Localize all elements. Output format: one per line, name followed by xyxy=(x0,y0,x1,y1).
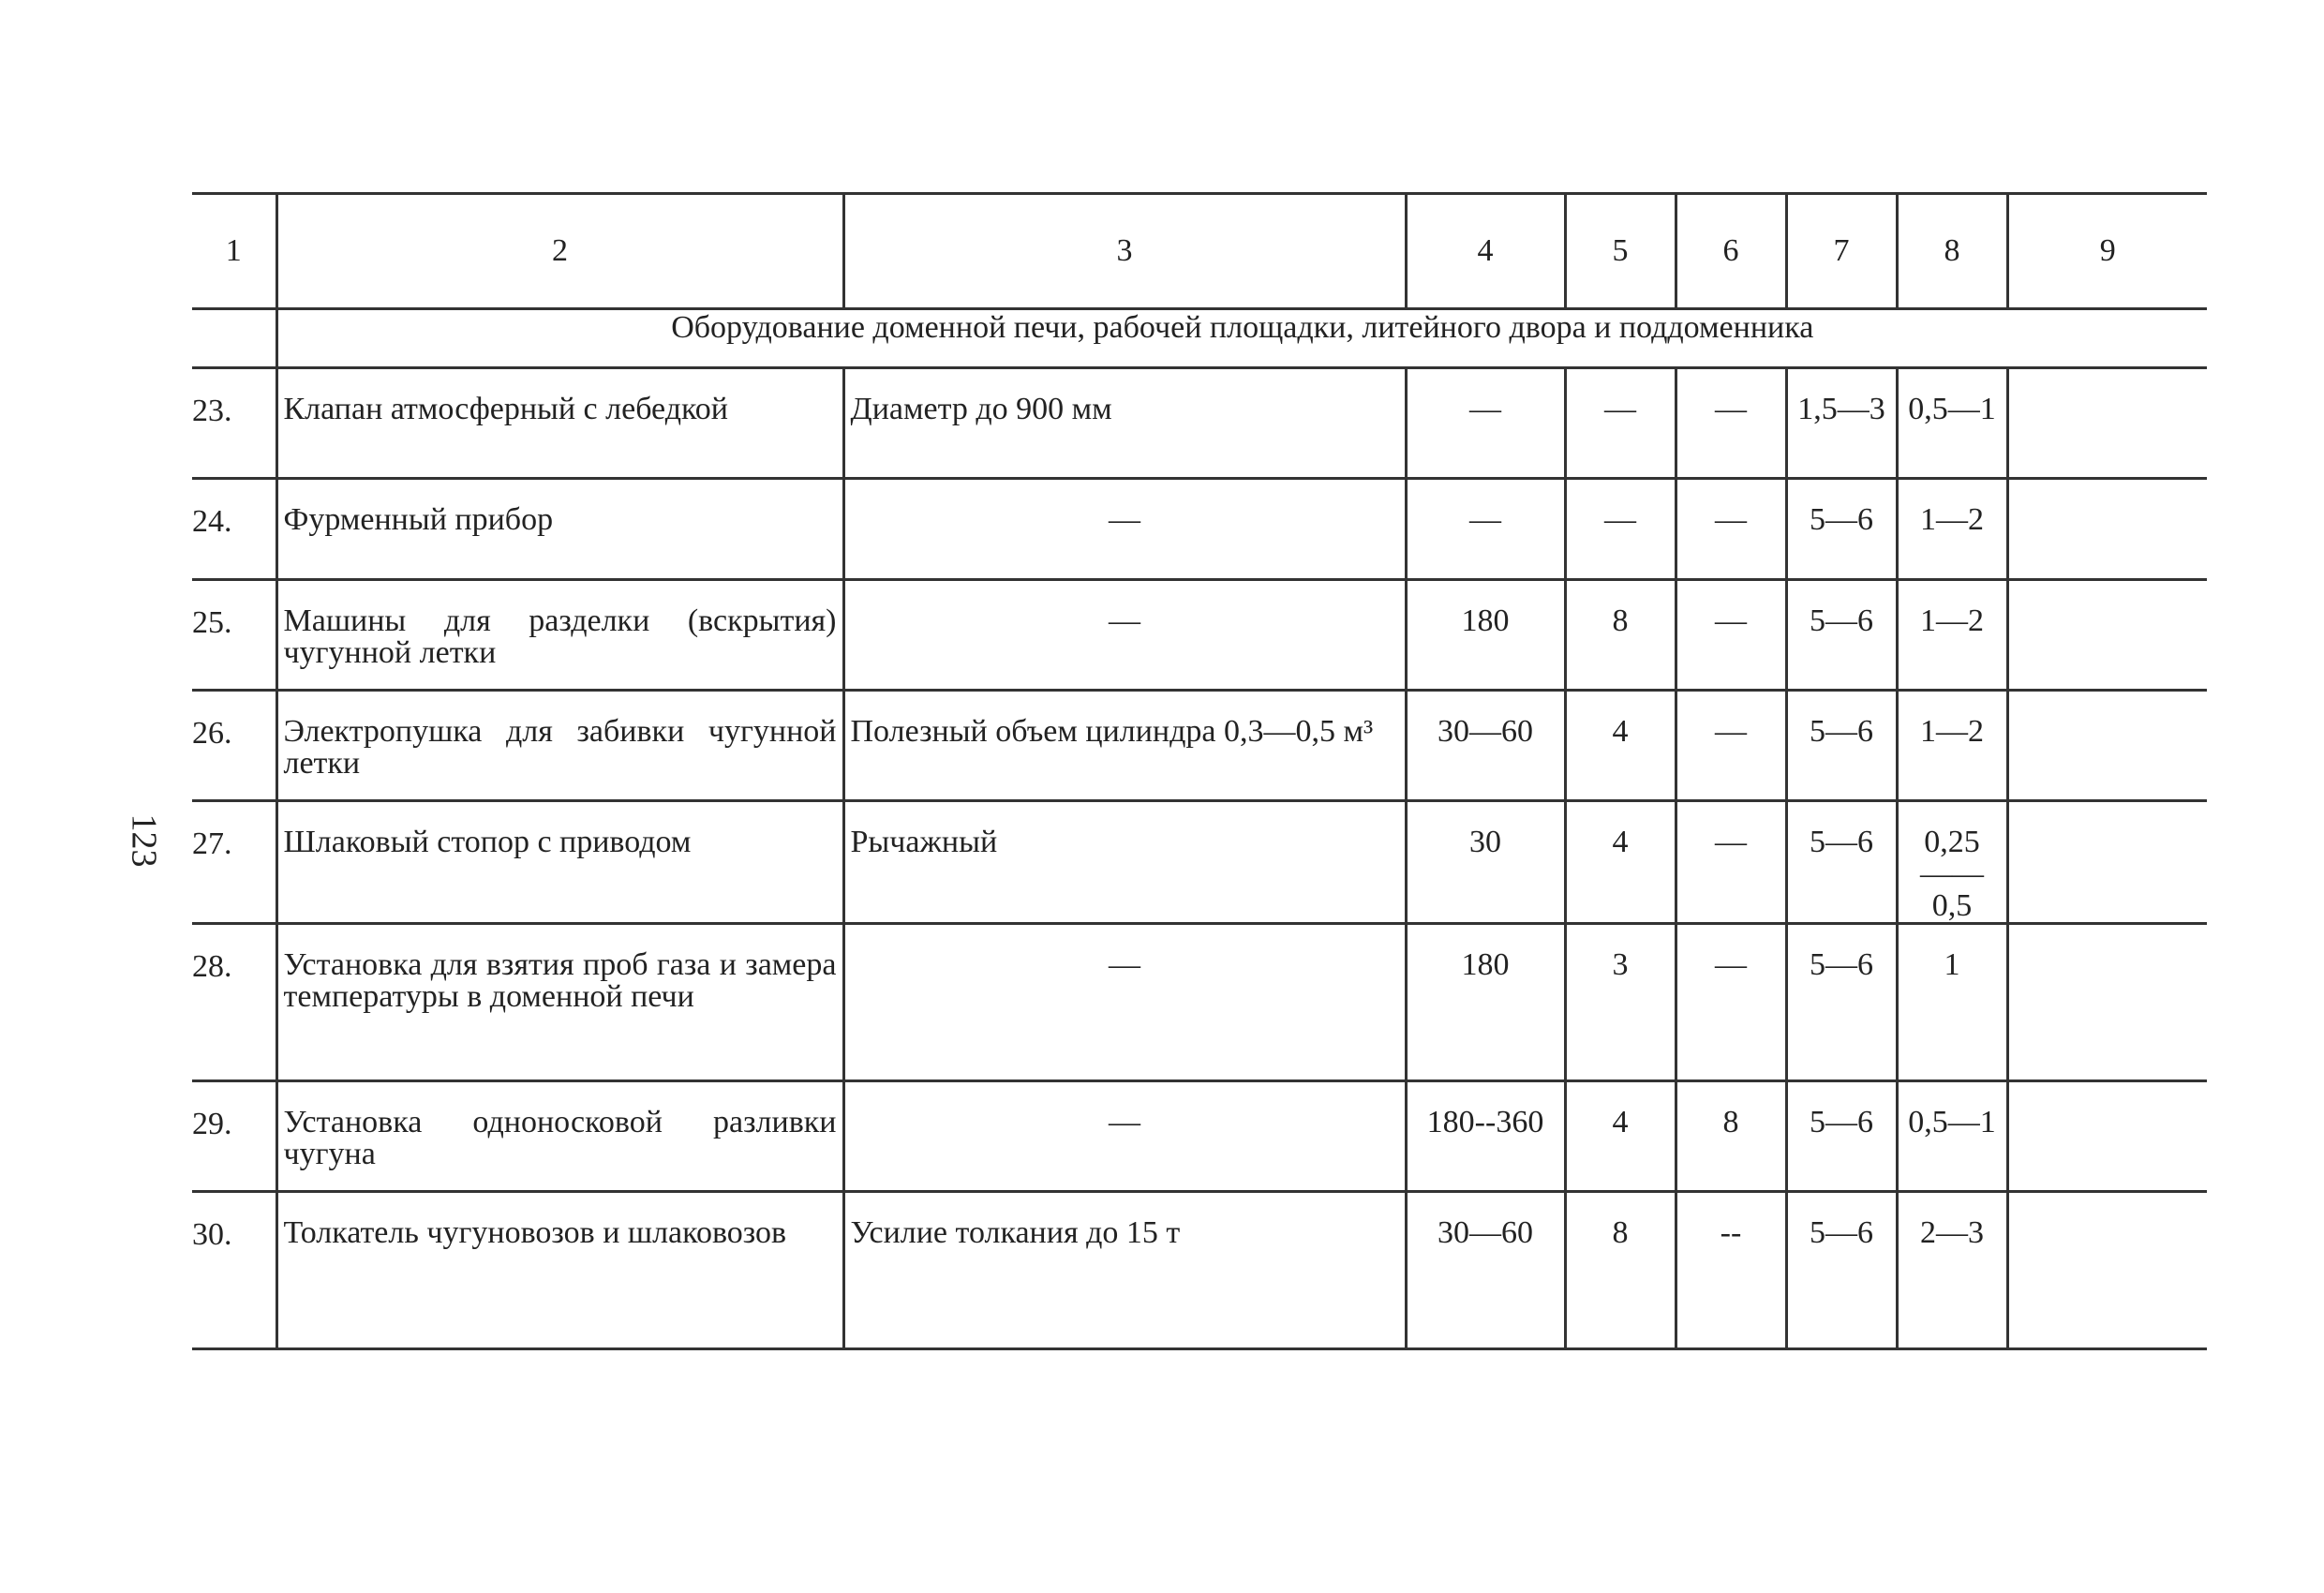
table-row xyxy=(192,479,2207,580)
cell-col4: 30—60 xyxy=(1406,691,1565,801)
cell-col6: — xyxy=(1676,479,1786,580)
equipment-name: Фурменный прибор xyxy=(276,479,843,580)
cell-col6: -- xyxy=(1676,1192,1786,1349)
equipment-spec: — xyxy=(843,924,1406,1081)
cell-col4: 30—60 xyxy=(1406,1192,1565,1349)
cell-col9 xyxy=(2007,1192,2207,1349)
column-header-1: 1 xyxy=(192,194,276,309)
cell-col5: 4 xyxy=(1565,801,1676,924)
cell-col7: 5—6 xyxy=(1786,479,1897,580)
equipment-name: Шлаковый стопор с приводом xyxy=(276,801,843,924)
row-number: 24. xyxy=(192,479,276,580)
cell-col7: 1,5—3 xyxy=(1786,368,1897,479)
table-row xyxy=(192,580,2207,691)
equipment-spec: Усилие толкания до 15 т xyxy=(843,1192,1406,1349)
cell-col7: 5—6 xyxy=(1786,691,1897,801)
row-number: 25. xyxy=(192,580,276,691)
table-row xyxy=(192,1081,2207,1192)
cell-col6: 8 xyxy=(1676,1081,1786,1192)
cell-col8: 0,25——0,5 xyxy=(1897,801,2007,924)
column-header-9: 9 xyxy=(2007,194,2207,309)
column-header-6: 6 xyxy=(1676,194,1786,309)
cell-col8: 2—3 xyxy=(1897,1192,2007,1349)
cell-col6: — xyxy=(1676,691,1786,801)
cell-col9 xyxy=(2007,479,2207,580)
cell-col7: 5—6 xyxy=(1786,1192,1897,1349)
page-number: 123 xyxy=(124,813,164,868)
row-number: 28. xyxy=(192,924,276,1081)
equipment-name: Установка для взятия проб газа и замера температуры в доменной печи xyxy=(276,924,843,1081)
equipment-name: Установка одноносковой разливки чугуна xyxy=(276,1081,843,1192)
cell-col9 xyxy=(2007,1081,2207,1192)
cell-col9 xyxy=(2007,368,2207,479)
table-row xyxy=(192,1192,2207,1349)
cell-col7: 5—6 xyxy=(1786,1081,1897,1192)
column-header-8: 8 xyxy=(1897,194,2007,309)
equipment-spec: Диаметр до 900 мм xyxy=(843,368,1406,479)
cell-col8: 1—2 xyxy=(1897,479,2007,580)
cell-col5: 8 xyxy=(1565,1192,1676,1349)
cell-col9 xyxy=(2007,801,2207,924)
column-header-3: 3 xyxy=(843,194,1406,309)
section-title: Оборудование доменной печи, рабочей площадки, литейного двора и поддоменника xyxy=(276,309,2207,368)
equipment-spec: Рычажный xyxy=(843,801,1406,924)
equipment-name: Электропушка для забивки чугунной летки xyxy=(276,691,843,801)
equipment-spec: — xyxy=(843,1081,1406,1192)
equipment-name: Толкатель чугуновозов и шлаковозов xyxy=(276,1192,843,1349)
row-number: 27. xyxy=(192,801,276,924)
cell-col6: — xyxy=(1676,580,1786,691)
cell-col5: — xyxy=(1565,368,1676,479)
cell-col5: 8 xyxy=(1565,580,1676,691)
row-number: 26. xyxy=(192,691,276,801)
row-number: 30. xyxy=(192,1192,276,1349)
cell-col5: 4 xyxy=(1565,1081,1676,1192)
equipment-spec: — xyxy=(843,479,1406,580)
cell-col7: 5—6 xyxy=(1786,580,1897,691)
table-row xyxy=(192,691,2207,801)
cell-col7: 5—6 xyxy=(1786,924,1897,1081)
row-number: 29. xyxy=(192,1081,276,1192)
cell-col8: 1—2 xyxy=(1897,691,2007,801)
cell-col8: 1 xyxy=(1897,924,2007,1081)
column-header-5: 5 xyxy=(1565,194,1676,309)
cell-col4: — xyxy=(1406,368,1565,479)
cell-col6: — xyxy=(1676,801,1786,924)
cell-col4: 180 xyxy=(1406,924,1565,1081)
equipment-spec: — xyxy=(843,580,1406,691)
cell-col9 xyxy=(2007,924,2207,1081)
cell-col4: 30 xyxy=(1406,801,1565,924)
cell-col9 xyxy=(2007,691,2207,801)
equipment-name: Клапан атмосферный с лебедкой xyxy=(276,368,843,479)
column-header-4: 4 xyxy=(1406,194,1565,309)
cell-col9 xyxy=(2007,580,2207,691)
cell-col8: 0,5—1 xyxy=(1897,368,2007,479)
section-title-row xyxy=(192,309,2207,368)
column-header-2: 2 xyxy=(276,194,843,309)
equipment-spec: Полезный объем цилиндра 0,3—0,5 м³ xyxy=(843,691,1406,801)
cell-col5: 3 xyxy=(1565,924,1676,1081)
cell-col5: — xyxy=(1565,479,1676,580)
table-row xyxy=(192,368,2207,479)
cell-col8: 0,5—1 xyxy=(1897,1081,2007,1192)
cell-col4: — xyxy=(1406,479,1565,580)
cell-col5: 4 xyxy=(1565,691,1676,801)
table-row xyxy=(192,924,2207,1081)
cell-col6: — xyxy=(1676,924,1786,1081)
column-header-7: 7 xyxy=(1786,194,1897,309)
cell-col4: 180 xyxy=(1406,580,1565,691)
equipment-table xyxy=(192,192,2207,1350)
row-number: 23. xyxy=(192,368,276,479)
cell-col4: 180--360 xyxy=(1406,1081,1565,1192)
column-numbers-row xyxy=(192,194,2207,309)
table-row xyxy=(192,801,2207,924)
equipment-name: Машины для разделки (вскрытия) чугунной летки xyxy=(276,580,843,691)
cell-col7: 5—6 xyxy=(1786,801,1897,924)
cell-col6: — xyxy=(1676,368,1786,479)
cell-col8: 1—2 xyxy=(1897,580,2007,691)
